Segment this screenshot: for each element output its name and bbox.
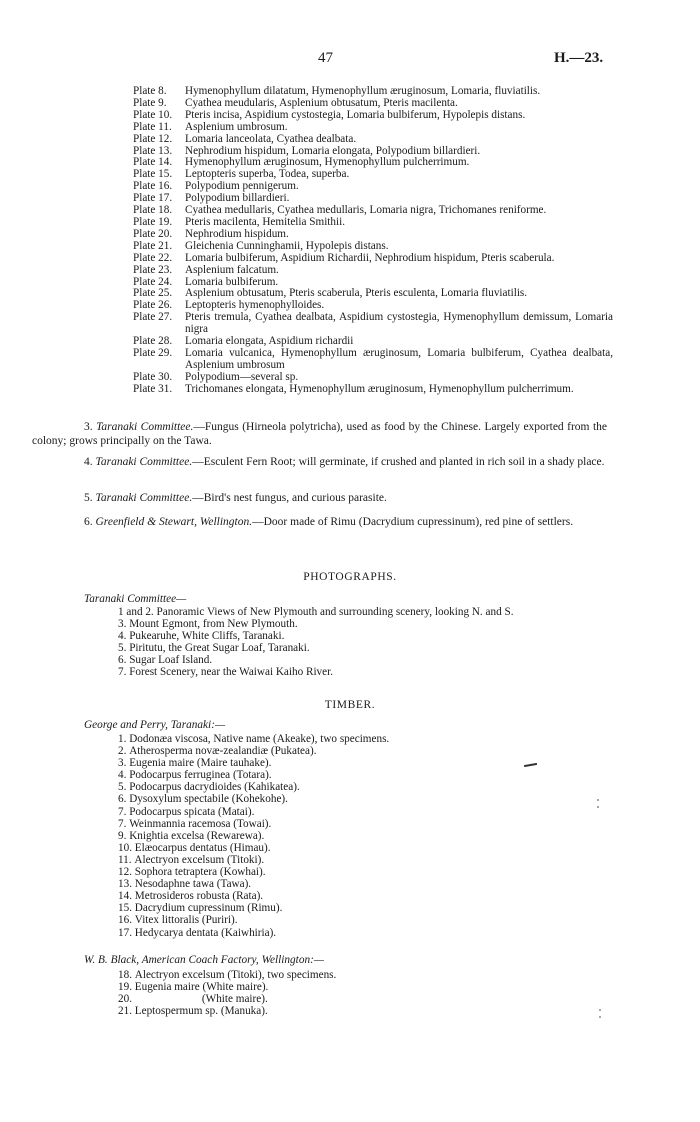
plate-entry: Plate 15. Leptopteris superba, Todea, superba. bbox=[133, 168, 350, 181]
stray-dot bbox=[597, 806, 599, 808]
list-item: 16. Vitex littoralis (Puriri). bbox=[118, 914, 238, 927]
plate-entry: Plate 13. Nephrodium hispidum, Lomaria elongata, Polypodium billardieri. bbox=[133, 144, 481, 157]
list-item: 7. Forest Scenery, near the Waiwai Kaiho River. bbox=[118, 666, 334, 679]
list-item: 19. Eugenia maire (White maire). bbox=[118, 981, 269, 994]
photographs-heading: PHOTOGRAPHS. bbox=[303, 571, 397, 583]
plate-entry: Plate 27. Pteris tremula, Cyathea dealbata, Aspidium cystostegia, Hymenophyllum demissum, Lomaria nigra bbox=[133, 311, 613, 336]
plate-entry: Plate 29. Lomaria vulcanica, Hymenophyllum æruginosum, Lomaria bulbiferum, Cyathea dealbata, Asplenium umbrosum bbox=[133, 346, 613, 371]
list-item: 12. Sophora tetraptera (Kowhai). bbox=[118, 866, 266, 879]
plate-entry: Plate 20. Nephrodium hispidum. bbox=[133, 227, 289, 240]
list-item: 7. Podocarpus spicata (Matai). bbox=[118, 805, 255, 818]
list-item: 6. Dysoxylum spectabile (Kohekohe). bbox=[118, 793, 288, 806]
plate-entry: Plate 31. Trichomanes elongata, Hymenophyllum æruginosum, Hymenophyllum pulcherrimum. bbox=[133, 382, 574, 395]
page-header bbox=[0, 50, 700, 72]
entry-4 bbox=[32, 455, 607, 469]
entry-text: —Bird's nest fungus, and curious parasite. bbox=[192, 492, 387, 504]
plate-entry: Plate 24. Lomaria bulbiferum. bbox=[133, 275, 279, 288]
entry-exhibitor: Taranaki Committee. bbox=[96, 421, 194, 433]
list-item: 1 and 2. Panoramic Views of New Plymouth and surrounding scenery, looking N. and S. bbox=[118, 606, 514, 618]
plate-entry: Plate 14. Hymenophyllum æruginosum, Hymenophyllum pulcherrimum. bbox=[133, 156, 470, 169]
plate-entry: Plate 16. Polypodium pennigerum. bbox=[133, 180, 299, 193]
list-item: 7. Weinmannia racemosa (Towai). bbox=[118, 817, 272, 830]
plate-entry: Plate 21. Gleichenia Cunninghamii, Hypolepis distans. bbox=[133, 239, 389, 252]
entry-exhibitor: Taranaki Committee. bbox=[95, 456, 193, 468]
stray-dot bbox=[599, 1016, 601, 1018]
entry-number: 3. bbox=[84, 421, 93, 433]
timber-heading: TIMBER. bbox=[324, 699, 376, 711]
page-reference: H.—23. bbox=[554, 50, 604, 66]
list-item: 14. Metrosideros robusta (Rata). bbox=[118, 890, 264, 903]
plate-entry: Plate 30. Polypodium—several sp. bbox=[133, 370, 299, 383]
stray-pen-mark bbox=[524, 763, 537, 767]
photographs-list bbox=[118, 606, 514, 679]
plate-entry: Plate 9. Cyathea meudularis, Asplenium obtusatum, Pteris macilenta. bbox=[133, 96, 458, 109]
plate-entry: Plate 28. Lomaria elongata, Aspidium richardii bbox=[133, 335, 354, 348]
entry-5 bbox=[32, 491, 607, 505]
plate-entry: Plate 17. Polypodium billardieri. bbox=[133, 192, 290, 205]
plate-entry: Plate 12. Lomaria lanceolata, Cyathea dealbata. bbox=[133, 132, 357, 145]
list-item: 15. Dacrydium cupressinum (Rimu). bbox=[118, 902, 283, 915]
entry-text: —Door made of Rimu (Dacrydium cupressinum), red pine of settlers. bbox=[252, 516, 574, 528]
stray-dot bbox=[599, 1009, 601, 1011]
entry-exhibitor: Taranaki Committee. bbox=[95, 492, 193, 504]
plate-entry: Plate 8. Hymenophyllum dilatatum, Hymenophyllum æruginosum, Lomaria, fluviatilis. bbox=[133, 85, 541, 97]
list-item: 10. Elæocarpus dentatus (Himau). bbox=[118, 841, 271, 854]
entry-number: 6. bbox=[84, 516, 93, 528]
plate-entry: Plate 22. Lomaria bulbiferum, Aspidium Richardii, Nephrodium hispidum, Pteris scaberula. bbox=[133, 251, 555, 264]
plate-entry: Plate 25. Asplenium obtusatum, Pteris scaberula, Pteris esculenta, Lomaria fluviatilis. bbox=[133, 287, 528, 300]
entry-exhibitor: Greenfield & Stewart, Wellington. bbox=[95, 516, 253, 528]
timber-list-group1 bbox=[118, 733, 389, 939]
plate-entry: Plate 23. Asplenium falcatum. bbox=[133, 263, 279, 276]
plate-entry: Plate 11. Asplenium umbrosum. bbox=[133, 120, 288, 133]
page-number: 47 bbox=[318, 50, 333, 66]
list-item: 5. Piritutu, the Great Sugar Loaf, Taranaki. bbox=[118, 642, 310, 655]
stray-dot bbox=[597, 799, 599, 801]
list-item: 6. Sugar Loaf Island. bbox=[118, 654, 213, 667]
timber-exhibitor-black: W. B. Black, American Coach Factory, Wellington:— bbox=[84, 954, 324, 966]
list-item: 2. Atherosperma novæ-zealandiæ (Pukatea). bbox=[118, 745, 317, 758]
list-item: 1. Dodonæa viscosa, Native name (Akeake), two specimens. bbox=[118, 733, 390, 745]
timber-exhibitor-george-perry: George and Perry, Taranaki:— bbox=[84, 719, 225, 731]
timber-list-group2 bbox=[118, 969, 336, 1017]
plate-entry: Plate 10. Pteris incisa, Aspidium cystostegia, Lomaria bulbiferum, Hypolepis distans. bbox=[133, 108, 526, 121]
plate-entry: Plate 18. Cyathea medullaris, Cyathea medullaris, Lomaria nigra, Trichomanes reniforme. bbox=[133, 204, 547, 217]
list-item: 5. Podocarpus dacrydioides (Kahikatea). bbox=[118, 781, 300, 794]
entry-3 bbox=[32, 420, 607, 448]
list-item: 20. (White maire). bbox=[118, 993, 268, 1006]
plate-entry: Plate 19. Pteris macilenta, Hemitelia Smithii. bbox=[133, 215, 346, 228]
list-item: 4. Pukearuhe, White Cliffs, Taranaki. bbox=[118, 630, 285, 643]
plates-list bbox=[133, 86, 613, 396]
entry-6 bbox=[32, 515, 607, 529]
list-item: 17. Hedycarya dentata (Kaiwhiria). bbox=[118, 926, 277, 939]
list-item: 13. Nesodaphne tawa (Tawa). bbox=[118, 878, 252, 891]
list-item: 3. Eugenia maire (Maire tauhake). bbox=[118, 757, 272, 770]
list-item: 21. Leptospermum sp. (Manuka). bbox=[118, 1005, 268, 1018]
entry-text: —Fungus (Hirneola polytricha), used as food by the Chinese. Largely exported from the colony; grows principally on the Tawa. bbox=[32, 421, 608, 447]
list-item: 9. Knightia excelsa (Rewarewa). bbox=[118, 829, 265, 842]
list-item: 18. Alectryon excelsum (Titoki), two specimens. bbox=[118, 969, 337, 981]
list-item: 11. Alectryon excelsum (Titoki). bbox=[118, 853, 265, 866]
plate-entry: Plate 26. Leptopteris hymenophylloides. bbox=[133, 299, 325, 312]
entry-number: 4. bbox=[84, 456, 93, 468]
list-item: 3. Mount Egmont, from New Plymouth. bbox=[118, 618, 298, 631]
photographs-exhibitor: Taranaki Committee— bbox=[84, 593, 187, 605]
entry-text: —Esculent Fern Root; will germinate, if crushed and planted in rich soil in a shady place. bbox=[192, 456, 605, 468]
entry-number: 5. bbox=[84, 492, 93, 504]
list-item: 4. Podocarpus ferruginea (Totara). bbox=[118, 769, 272, 782]
